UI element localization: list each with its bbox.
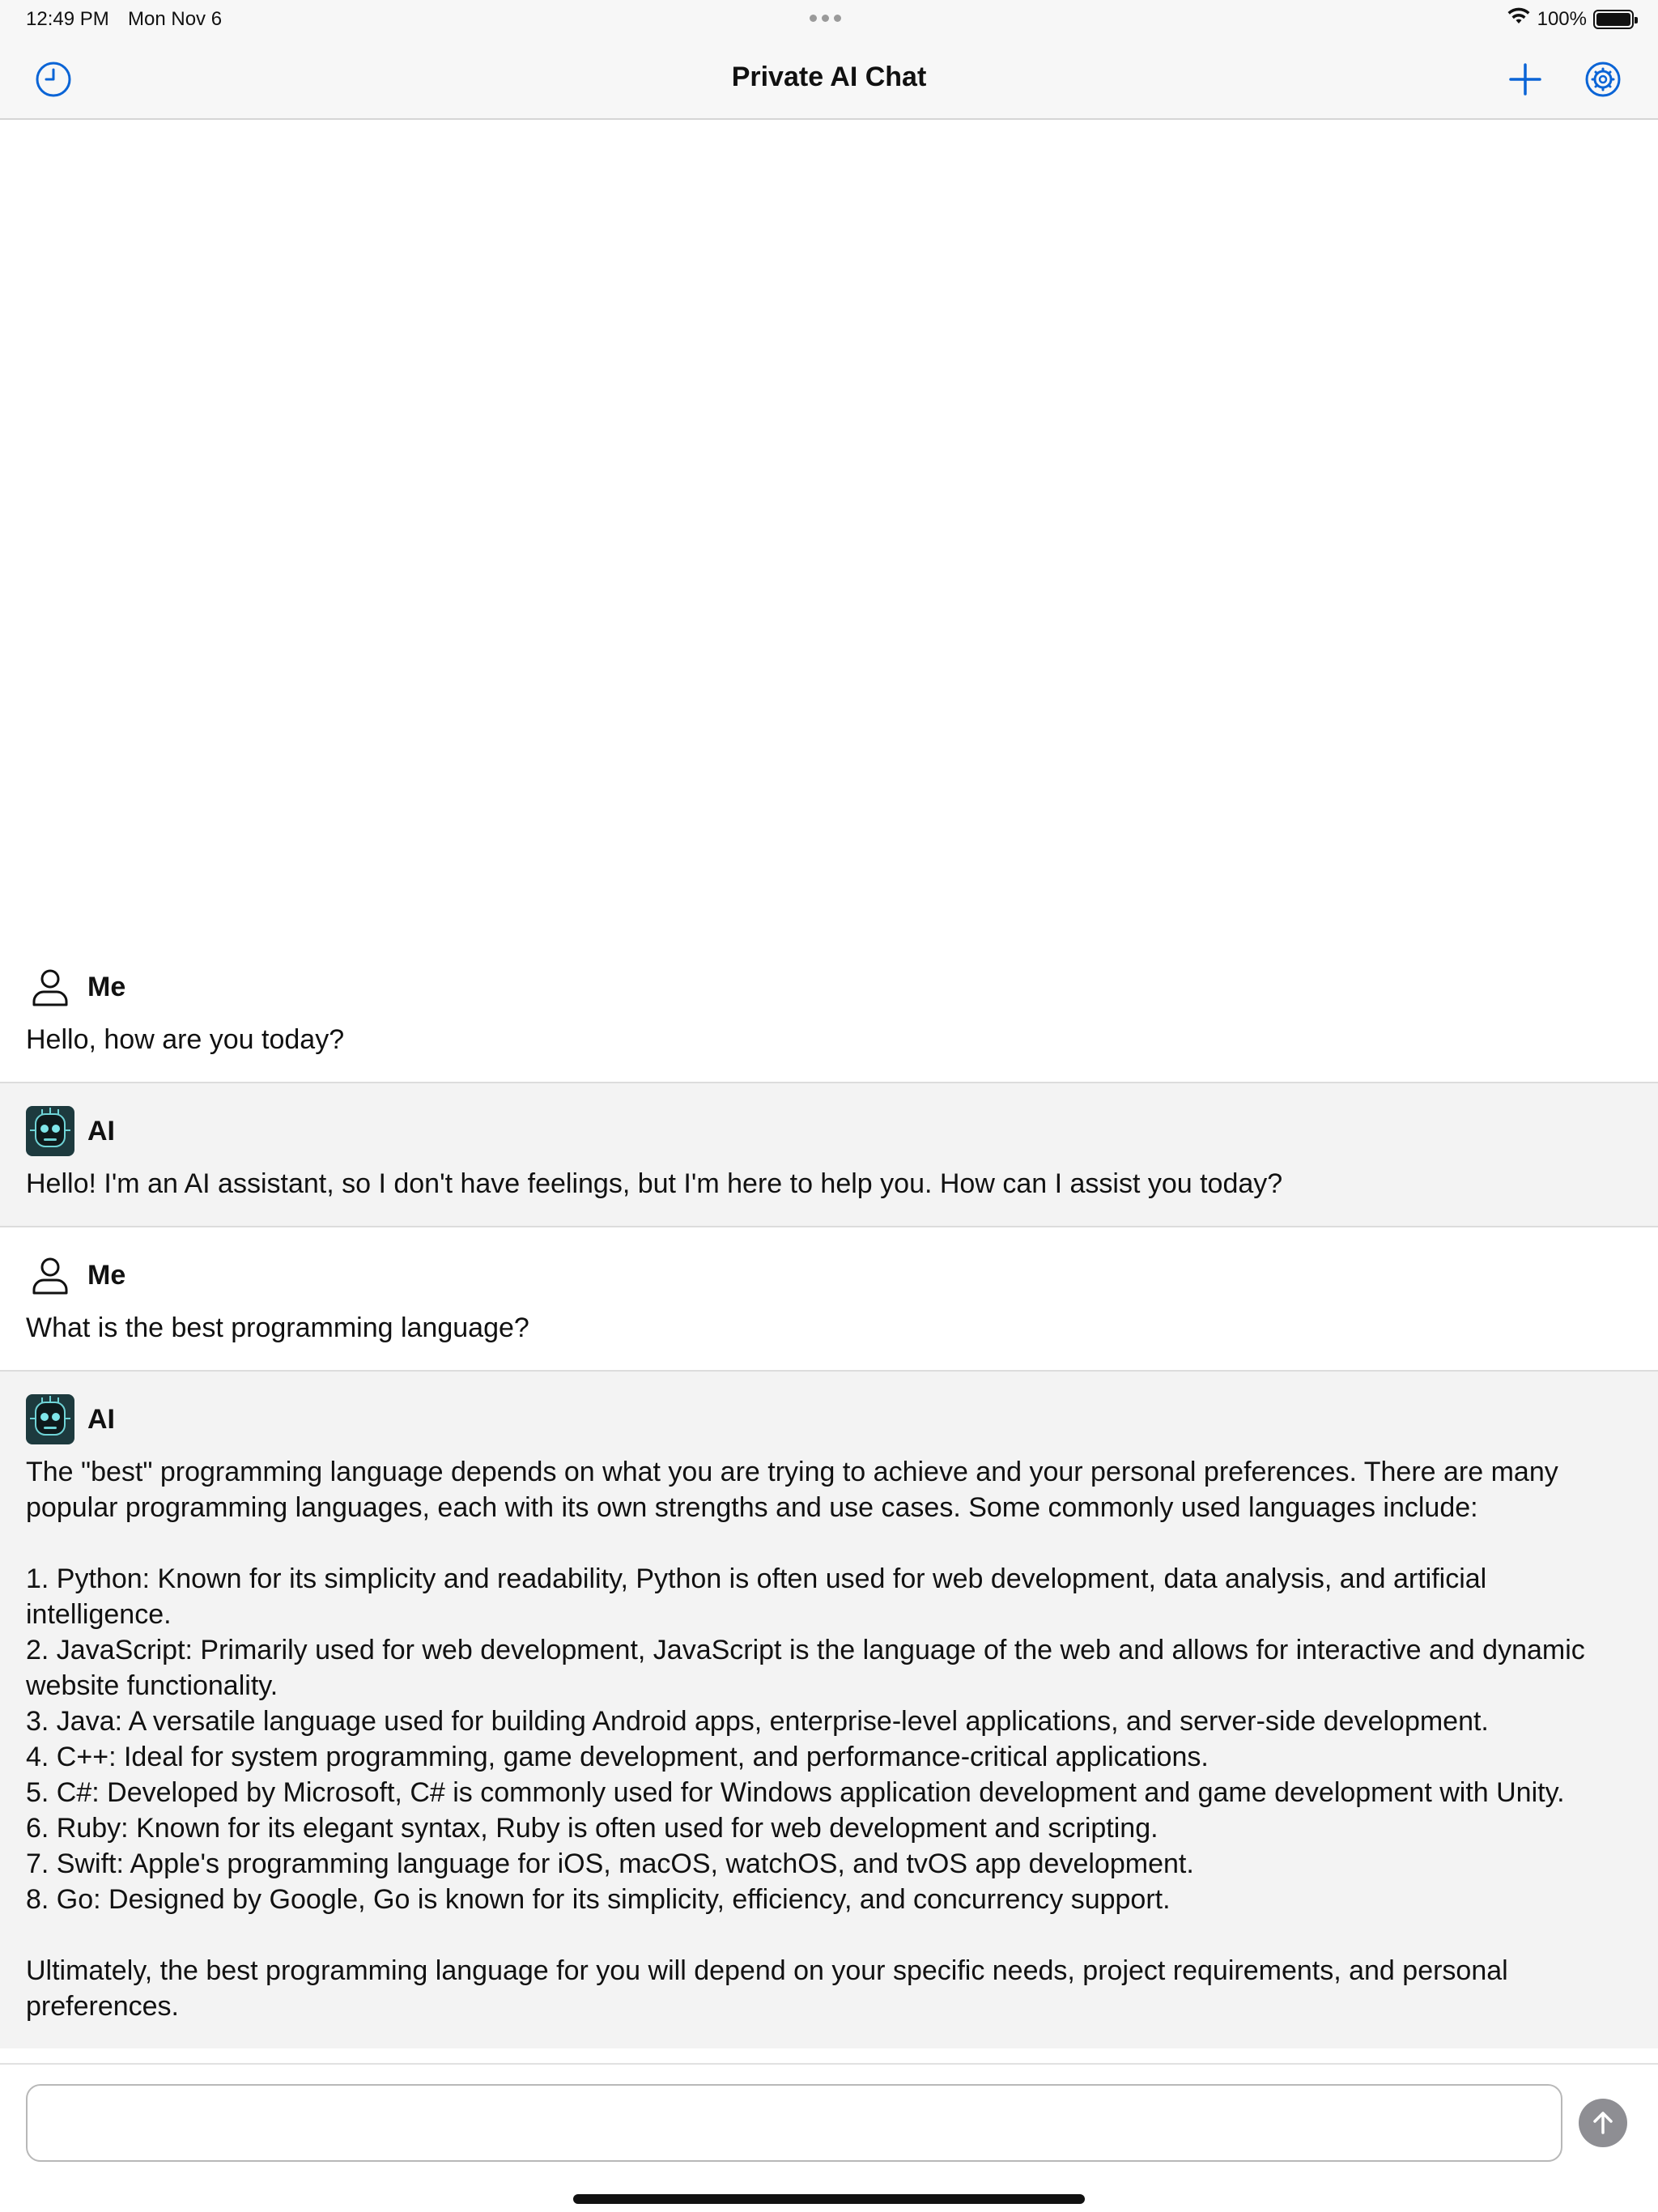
arrow-up-icon [1589, 2109, 1617, 2137]
status-time: 12:49 PM [26, 8, 109, 30]
person-icon [26, 962, 74, 1012]
sender-name: AI [87, 1403, 115, 1435]
message-text: The "best" programming language depends on what you are trying to achieve and your personal preferences. There are many popular programming languages, each with its own strengths and use cases. Some commonly used languages include: 1. Python: Known for its simplicity and readability, Python is often used for web development, data analysis, and artificial intelligence. 2. JavaScript: Primarily used for web development, JavaScript is the language of the web and allows for interactive and dynamic website functionality. 3. Java: A versatile language used for building Android apps, enterprise-level applications, and server-side development. 4. C++: Ideal for system programming, game development, and performance-critical applications. 5. C#: Developed by Microsoft, C# is commonly used for Windows application development and game development with Unity. 6. Ruby: Known for its elegant syntax, Ruby is often used for web development and scripting. 7. Swift: Apple's programming language for iOS, macOS, watchOS, and tvOS app development. 8. Go: Designed by Google, Go is known for its simplicity, efficiency, and concurrency support. Ultimately, the best programming language for you will depend on your specific needs, project requirements, and personal preferences. [26, 1457, 1585, 2022]
gear-circle-icon [1584, 61, 1622, 98]
page-title: Private AI Chat [731, 62, 927, 92]
sender-name: Me [87, 1259, 126, 1291]
home-indicator[interactable] [573, 2194, 1085, 2204]
navigation-bar [0, 39, 1658, 120]
wifi-icon [1507, 6, 1531, 32]
plus-icon [1508, 62, 1542, 96]
message-row [0, 1226, 1658, 1370]
status-date: Mon Nov 6 [128, 8, 223, 30]
person-icon [26, 1250, 74, 1300]
status-right [1507, 6, 1634, 32]
settings-button[interactable] [1580, 57, 1626, 102]
sender-name: AI [87, 1115, 115, 1146]
message-row [0, 939, 1658, 1082]
robot-avatar-icon [26, 1106, 74, 1156]
new-chat-button[interactable] [1503, 57, 1548, 102]
composer [0, 2063, 1658, 2212]
battery-percent: 100% [1537, 7, 1587, 30]
message-row [0, 1082, 1658, 1226]
message-text: Hello, how are you today? [26, 1024, 345, 1055]
message-text: What is the best programming language? [26, 1312, 529, 1343]
sender-name: Me [87, 971, 126, 1002]
battery-fill [1596, 13, 1630, 26]
message-input[interactable] [26, 2084, 1562, 2162]
chat-transcript[interactable] [0, 121, 1658, 2048]
multitasking-dots-icon[interactable] [810, 15, 841, 22]
send-button[interactable] [1579, 2099, 1627, 2147]
status-bar [0, 0, 1658, 39]
message-text: Hello! I'm an AI assistant, so I don't have feelings, but I'm here to help you. How can I assist you today? [26, 1168, 1283, 1199]
message-row [0, 1370, 1658, 2048]
battery-icon [1593, 10, 1634, 29]
robot-avatar-icon [26, 1394, 74, 1444]
